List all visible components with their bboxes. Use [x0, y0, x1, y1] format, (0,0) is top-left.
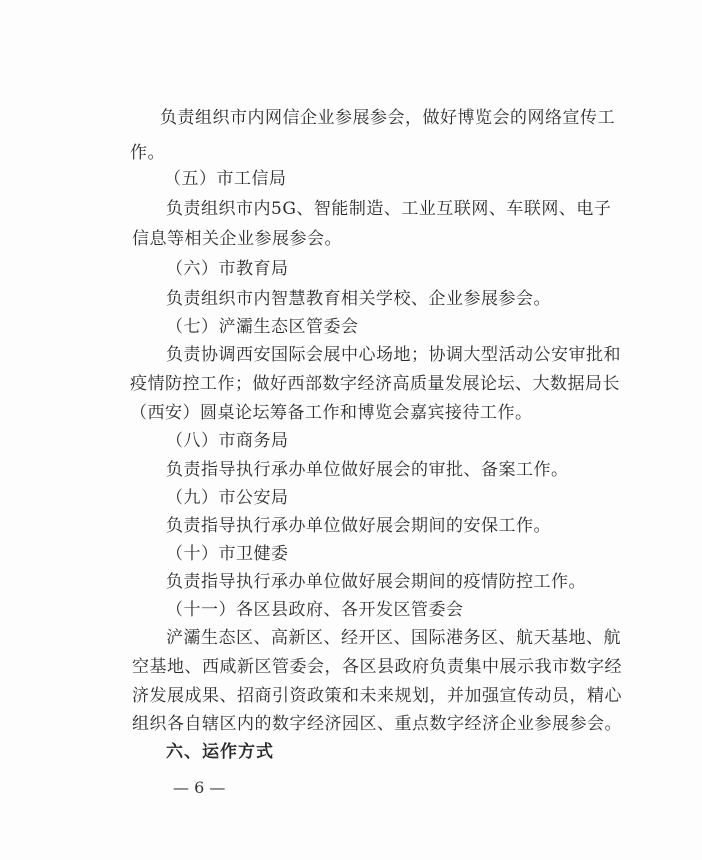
section-heading: （五）市工信局 — [164, 169, 287, 189]
paragraph-line: 作。 — [130, 143, 165, 163]
paragraph-line: 信息等相关企业参展参会。 — [132, 229, 342, 249]
paragraph-line: 济发展成果、招商引资政策和未来规划，并加强宣传动员，精心 — [132, 686, 622, 706]
paragraph-line: 负责组织市内智慧教育相关学校、企业参展参会。 — [166, 289, 551, 309]
paragraph-line: 负责指导执行承办单位做好展会期间的安保工作。 — [166, 516, 551, 536]
paragraph-line: （西安）圆桌论坛筹备工作和博览会嘉宾接待工作。 — [130, 403, 533, 423]
paragraph-line: 浐灞生态区、高新区、经开区、国际港务区、航天基地、航 — [166, 628, 621, 648]
section-heading: （十）市卫健委 — [166, 544, 289, 564]
page-number: — 6 — — [173, 778, 226, 797]
section-heading: （八）市商务局 — [166, 431, 289, 451]
section-heading: （七）浐灞生态区管委会 — [166, 317, 359, 337]
paragraph-line: 负责指导执行承办单位做好展会的审批、备案工作。 — [166, 460, 569, 480]
section-heading: （六）市教育局 — [166, 259, 289, 279]
paragraph-line: 负责协调西安国际会展中心场地；协调大型活动公安审批和 — [166, 345, 621, 365]
paragraph-line: 负责组织市内网信企业参展参会，做好博览会的网络宣传工 — [160, 108, 615, 128]
paragraph-line: 疫情防控工作；做好西部数字经济高质量发展论坛、大数据局长 — [130, 374, 620, 394]
paragraph-line: 空基地、西咸新区管委会，各区县政府负责集中展示我市数字经 — [132, 657, 622, 677]
chapter-heading: 六、运作方式 — [166, 742, 274, 762]
paragraph-line: 组织各自辖区内的数字经济园区、重点数字经济企业参展参会。 — [132, 714, 622, 734]
section-heading: （十一）各区县政府、各开发区管委会 — [166, 600, 464, 620]
section-heading: （九）市公安局 — [166, 488, 289, 508]
paragraph-line: 负责指导执行承办单位做好展会期间的疫情防控工作。 — [166, 572, 586, 592]
paragraph-line: 负责组织市内5G、智能制造、工业互联网、车联网、电子 — [166, 199, 612, 219]
